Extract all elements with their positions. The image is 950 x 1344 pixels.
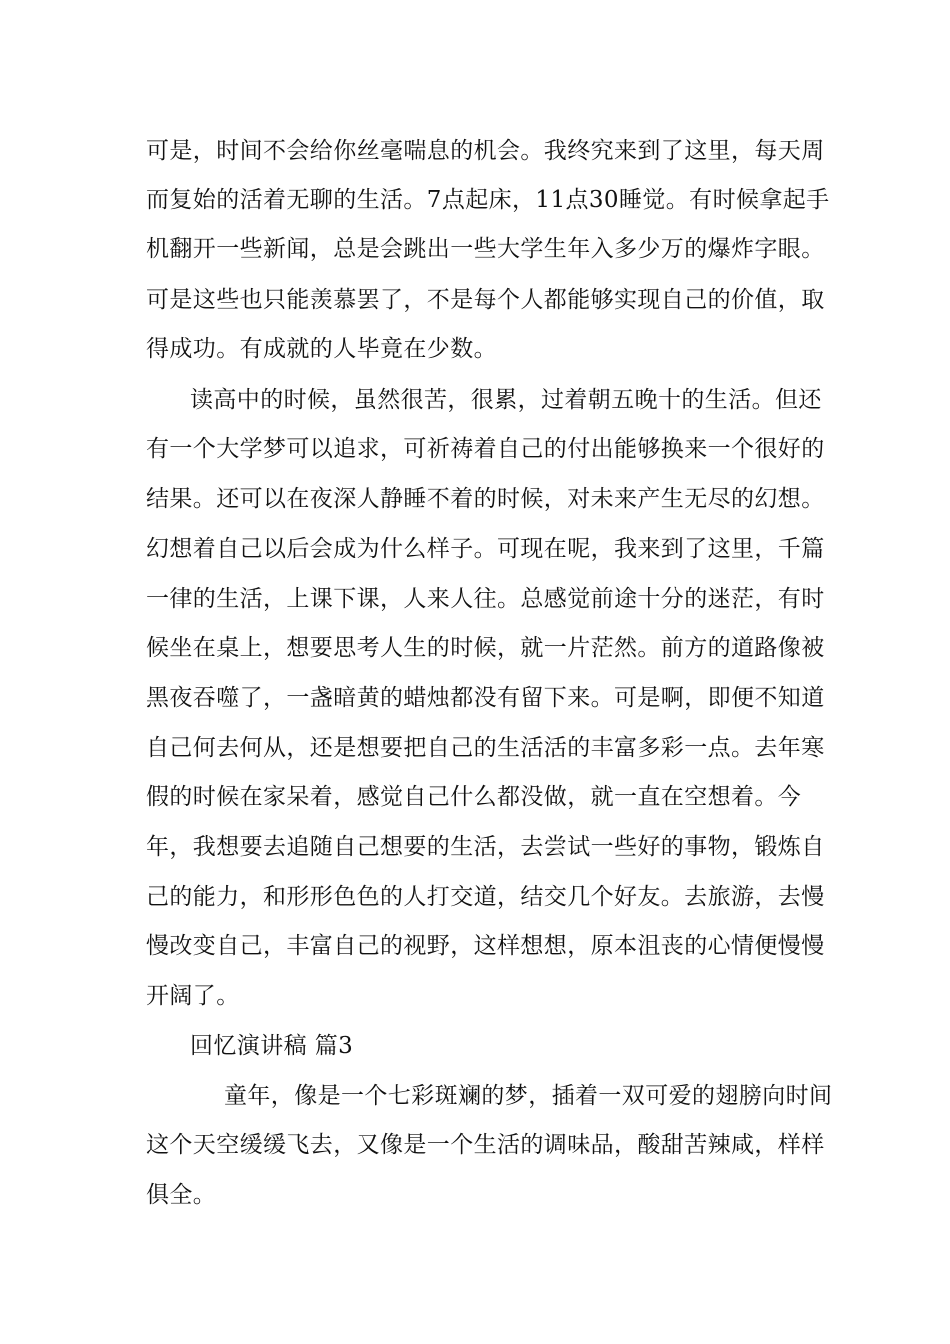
p1-line-3: 机翻开一些新闻，总是会跳出一些大学生年入多少万的爆炸字眼。 — [146, 236, 825, 262]
p2-line-9: 假的时候在家呆着，感觉自己什么都没做，就一直在空想着。今 — [146, 784, 802, 810]
p2-line-4: 幻想着自己以后会成为什么样子。可现在呢，我来到了这里，千篇 — [146, 536, 825, 562]
p1-line-1: 可是，时间不会给你丝毫喘息的机会。我终究来到了这里，每天周 — [146, 138, 825, 164]
p2-line-10: 年，我想要去追随自己想要的生活，去尝试一些好的事物，锻炼自 — [146, 834, 825, 860]
p2-line-2: 有一个大学梦可以追求，可祈祷着自己的付出能够换来一个很好的 — [146, 436, 825, 462]
p2-line-13: 开阔了。 — [146, 983, 240, 1009]
p2-line-5: 一律的生活，上课下课，人来人往。总感觉前途十分的迷茫，有时 — [146, 586, 825, 612]
p3-line-2: 这个天空缓缓飞去，又像是一个生活的调味品，酸甜苦辣咸，样样 — [146, 1132, 825, 1158]
p3-line-3: 俱全。 — [146, 1182, 217, 1208]
p2-line-3: 结果。还可以在夜深人静睡不着的时候，对未来产生无尽的幻想。 — [146, 486, 825, 512]
p2-line-1: 读高中的时候，虽然很苦，很累，过着朝五晚十的生活。但还 — [190, 387, 822, 413]
p1-line-4: 可是这些也只能羡慕罢了，不是每个人都能够实现自己的价值，取 — [146, 287, 825, 313]
p2-line-11: 己的能力，和形形色色的人打交道，结交几个好友。去旅游，去慢 — [146, 884, 825, 910]
p2-line-7: 黑夜吞噬了，一盏暗黄的蜡烛都没有留下来。可是啊，即便不知道 — [146, 685, 825, 711]
p1-line-5: 得成功。有成就的人毕竟在少数。 — [146, 336, 497, 362]
p3-line-1: 童年，像是一个七彩斑斓的梦，插着一双可爱的翅膀向时间 — [224, 1083, 833, 1109]
p1-line-2: 而复始的活着无聊的生活。7点起床，11点30睡觉。有时候拿起手 — [146, 187, 830, 213]
p2-line-12: 慢改变自己，丰富自己的视野，这样想想，原本沮丧的心情便慢慢 — [146, 933, 825, 959]
p2-line-8: 自己何去何从，还是想要把自己的生活活的丰富多彩一点。去年寒 — [146, 735, 825, 761]
p2-line-6: 候坐在桌上，想要思考人生的时候，就一片茫然。前方的道路像被 — [146, 635, 825, 661]
section-heading: 回忆演讲稿 篇3 — [190, 1033, 354, 1059]
